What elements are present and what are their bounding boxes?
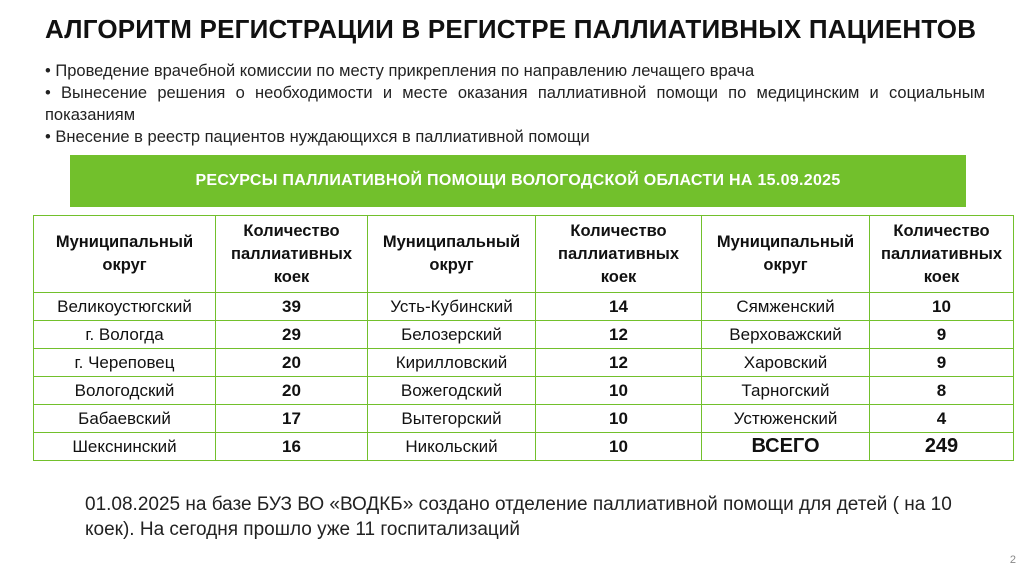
district-cell: Сямженский [702, 293, 870, 321]
column-header-beds: Количество паллиативных коек [536, 216, 702, 293]
beds-cell: 20 [216, 349, 368, 377]
footnote-text: 01.08.2025 на базе БУЗ ВО «ВОДКБ» создано отделение паллиативной помощи для детей ( на 10 коек). На сегодня прошло уже 11 госпитализаций [85, 494, 952, 540]
district-cell: Верховажский [702, 321, 870, 349]
column-header-district: Муниципальный округ [368, 216, 536, 293]
bullet-list [45, 60, 985, 148]
district-cell: Устюженский [702, 405, 870, 433]
beds-cell: 10 [536, 405, 702, 433]
beds-cell: 10 [870, 293, 1014, 321]
total-value-cell: 249 [870, 433, 1014, 461]
beds-cell: 17 [216, 405, 368, 433]
column-header-district: Муниципальный округ [34, 216, 216, 293]
table-row [34, 405, 1014, 433]
beds-cell: 10 [536, 377, 702, 405]
district-cell: Вожегодский [368, 377, 536, 405]
column-header-district: Муниципальный округ [702, 216, 870, 293]
district-cell: г. Вологда [34, 321, 216, 349]
beds-cell: 29 [216, 321, 368, 349]
table-row [34, 349, 1014, 377]
resources-banner: РЕСУРСЫ ПАЛЛИАТИВНОЙ ПОМОЩИ ВОЛОГОДСКОЙ ОБЛАСТИ НА 15.09.2025 [70, 155, 966, 207]
table-row [34, 377, 1014, 405]
district-cell: Кирилловский [368, 349, 536, 377]
table-row [34, 321, 1014, 349]
beds-cell: 16 [216, 433, 368, 461]
district-cell: Усть-Кубинский [368, 293, 536, 321]
district-cell: Великоустюгский [34, 293, 216, 321]
district-cell: Харовский [702, 349, 870, 377]
district-cell: Бабаевский [34, 405, 216, 433]
table-row [34, 433, 1014, 461]
beds-cell: 12 [536, 321, 702, 349]
bullet-item: • Вынесение решения о необходимости и месте оказания паллиативной помощи по медицинским и социальным показаниям [45, 84, 985, 124]
table-header-row [34, 216, 1014, 293]
beds-cell: 20 [216, 377, 368, 405]
beds-cell: 9 [870, 321, 1014, 349]
district-cell: г. Череповец [34, 349, 216, 377]
beds-cell: 14 [536, 293, 702, 321]
beds-cell: 39 [216, 293, 368, 321]
beds-cell: 9 [870, 349, 1014, 377]
district-cell: Тарногский [702, 377, 870, 405]
beds-cell: 8 [870, 377, 1014, 405]
column-header-beds: Количество паллиативных коек [870, 216, 1014, 293]
beds-cell: 4 [870, 405, 1014, 433]
column-header-beds: Количество паллиативных коек [216, 216, 368, 293]
table-row [34, 293, 1014, 321]
total-label-cell: ВСЕГО [702, 433, 870, 461]
beds-cell: 10 [536, 433, 702, 461]
district-cell: Вологодский [34, 377, 216, 405]
bullet-item: • Проведение врачебной комиссии по месту прикрепления по направлению лечащего врача [45, 62, 755, 80]
district-cell: Вытегорский [368, 405, 536, 433]
page-title: АЛГОРИТМ РЕГИСТРАЦИИ В РЕГИСТРЕ ПАЛЛИАТИВНЫХ ПАЦИЕНТОВ [45, 14, 977, 44]
page-number: 2 [1009, 554, 1016, 566]
resources-table [33, 215, 1014, 461]
bullet-item: • Внесение в реестр пациентов нуждающихся в паллиативной помощи [45, 128, 590, 146]
district-cell: Никольский [368, 433, 536, 461]
district-cell: Шекснинский [34, 433, 216, 461]
beds-cell: 12 [536, 349, 702, 377]
district-cell: Белозерский [368, 321, 536, 349]
